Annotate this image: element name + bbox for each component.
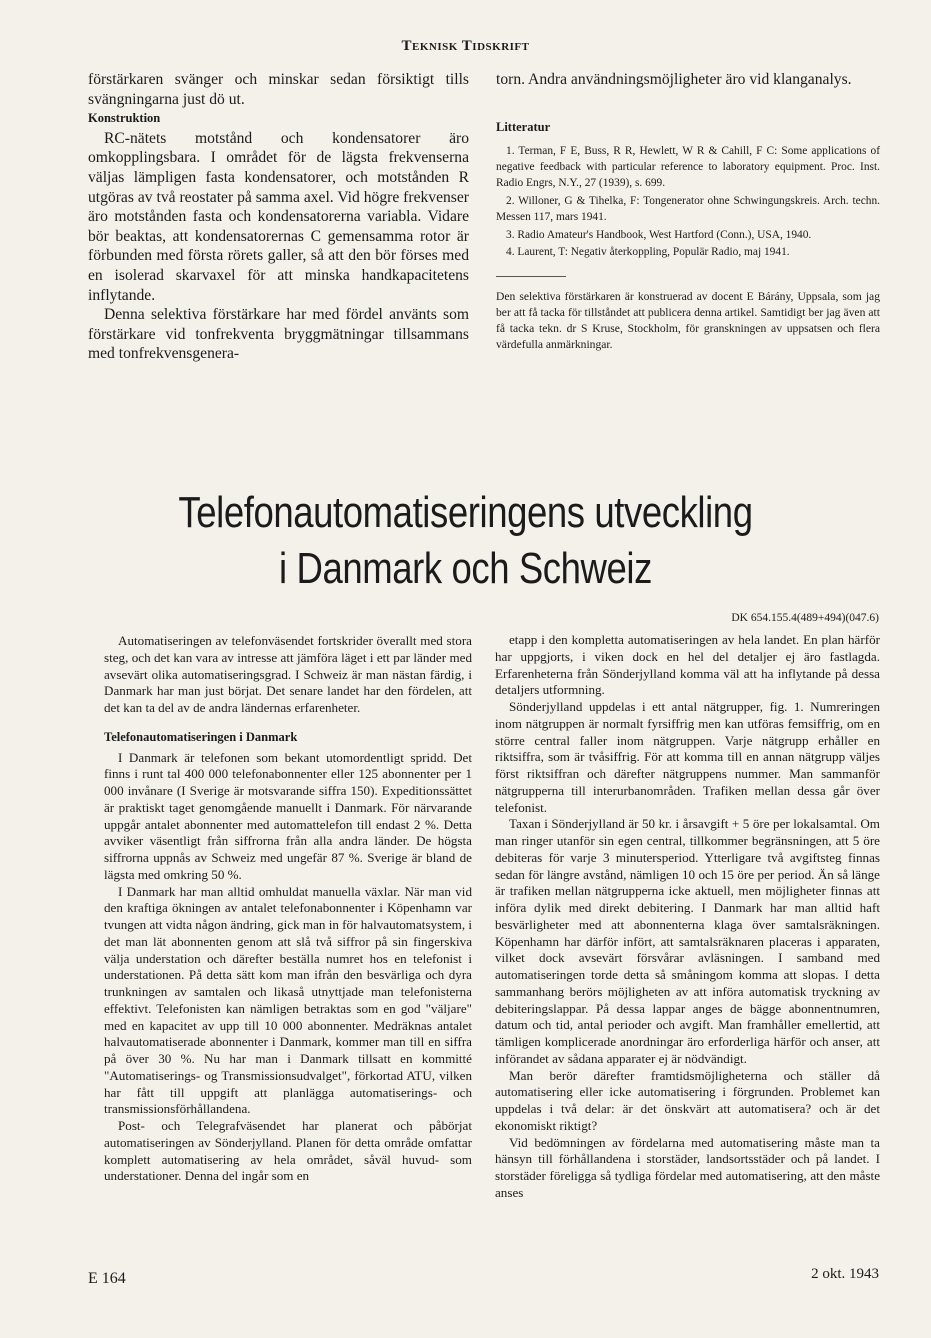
reference-item: 3. Radio Amateur's Handbook, West Hartford (Conn.), USA, 1940. <box>506 228 812 241</box>
construction-paragraph-2: Denna selektiva förstärkare har med fördel använts som förstärkare vid tonfrekventa bryggmätningar tillsammans med tonfrekvensgenera- <box>88 306 469 363</box>
journal-header-title: Teknisk Tidskrift <box>401 38 530 54</box>
body-paragraph: Man berör därefter framtidsmöjligheterna och ställer då automatisering eller icke automatisering i förgrunden. Problemet kan uppdelas i två delar: är det önskvärt att automatisera? och är det ekonomiskt riktigt? <box>495 1067 880 1133</box>
dk-classification: DK 654.155.4(489+494)(047.6) <box>731 612 879 624</box>
body-paragraph: Post- och Telegrafväsendet har planerat och påbörjat automatiseringen av Sönderjylland. Planen för detta område omfattar komplett automatisering av hela området, såväl huvud- som understationer. Denna del ingår som en <box>104 1118 472 1184</box>
continued-paragraph-right: torn. Andra användningsmöjligheter äro vid klanganalys. <box>496 71 852 88</box>
reference-list <box>496 143 880 261</box>
reference-item: 4. Laurent, T: Negativ återkoppling, Populär Radio, maj 1941. <box>506 246 790 259</box>
issue-date: 2 okt. 1943 <box>811 1266 879 1282</box>
body-paragraph: I Danmark är telefonen som bekant utomordentligt spridd. Det finns i runt tal 400 000 telefonabonnenter eller 125 abonnenter per 1 000 invånare (I Sverige är motsvarande siffra 150). Expeditionssättet är praktiskt taget genomgående manuellt i Danmark. För närvarande uppgår antalet abonnenter med automattelefon till endast 2 %. Detta avviker väsentligt från siffrorna från alla andra länder. De högsta siffrorna uppnås av Schweiz med ungefär 87 %. Sverige är bland de lägsta med omkring 50 %. <box>104 749 472 882</box>
top-left-column <box>88 70 469 364</box>
body-paragraph: Taxan i Sönderjylland är 50 kr. i årsavgift + 5 öre per lokalsamtal. Om man ringer utanför sin egen central, tillkommer begränsningen, att 5 öre debiteras för varje 3 minutersperiod. Ytterligare två avgiftsteg finnas sedan för längre avstånd, nämligen 10 och 15 öre per period. Än så länge är trafiken mellan nätgrupperna icke aktuell, men möjligheter finnas att införa dylik med direkt debitering. I Danmark har man alltid haft besvärligheter med att abonnenterna klaga över samtalsräkningen. Köpenhamn har därför infört, att samtalsräknaren placeras i apparaten, vilket dock avsevärt försvårar avläsningen. I samband med automatiseringen torde detta så småningom komma att slopas. I detta sammanhang berörs möjligheten av att införa automatisk tryckning av debiteringslappar. På dessa lappar anges de bägge abonnentnumren, datum och tid, antal perioder och avgift. Man framhåller emellertid, att tämligen komplicerade anordningar äro erforderliga härför och anser, att införandet av sådana apparater ej är nödvändigt. <box>495 816 880 1066</box>
body-paragraph: etapp i den kompletta automatiseringen av hela landet. En plan härför har uppgjorts, i viken dock en hel del detaljer ej äro fastlagda. Erfarenheterna från Sönderjylland komma väl att ha inflytande på dessa detaljers utformning. <box>495 632 880 698</box>
article-right-column <box>495 632 880 1202</box>
construction-paragraph-1: RC-nätets motstånd och kondensatorer äro omkopplingsbara. I området för de lägsta frekvenserna väljas lämpligen fasta kondensatorer, och motstånden R utgöras av två reostater på samma axel. Vid högre frekvenser äro motstånden fasta och kondensatorerna variabla. Vidare bör beaktas, att kondensatorernas C gemensamma rotor är förbunden med första rörets galler, så att den bör förses med en isolerad skarvaxel för att minska handkapacitetens inflytande. <box>88 129 469 304</box>
article-title <box>79 485 852 597</box>
body-paragraph: Sönderjylland uppdelas i ett antal nätgrupper, fig. 1. Numreringen inom nätgruppen är normalt fyrsiffrig men kan utföras femsiffrig, om en större central faller inom nätgruppen. Varje nätgrupp erhåller en riktsiffra, som är tvåsiffrig. För att komma till en annan nätgrupp väljes först riktsiffran och därefter nätgruppens nummer. Man sammanför nätgrupperna till interurbanområden. Trafiken mellan dessa går över telefonist. <box>495 699 880 815</box>
body-paragraph: Vid bedömningen av fördelarna med automatisering måste man ta hänsyn till förhållandena i storstäder, landsortsstäder och på landet. I storstäder föreligga så tydliga fördelar med automatisering, att den måste anses <box>495 1134 880 1200</box>
literature-heading: Litteratur <box>496 119 551 134</box>
denmark-heading: Telefonautomatiseringen i Danmark <box>104 729 298 744</box>
article-title-line-1: Telefonautomatiseringens utveckling <box>178 488 753 537</box>
section-divider <box>496 276 566 277</box>
article-title-line-2: i Danmark och Schweiz <box>279 544 652 593</box>
acknowledgement-text: Den selektiva förstärkaren är konstruerad av docent E Bárány, Uppsala, som jag ber att få tacka för tillståndet att publicera denna artikel. Samtidigt ber jag även att få tacka tekn. dr S Kruse, Stockholm, för granskningen av uppsatsen och flera värdefulla anmärkningar. <box>496 290 880 352</box>
page-number: E 164 <box>88 1270 126 1287</box>
top-right-column <box>496 70 880 353</box>
construction-heading: Konstruktion <box>88 111 161 126</box>
continued-paragraph: förstärkaren svänger och minskar sedan försiktigt tills svängningarna just dö ut. <box>88 71 469 108</box>
reference-item: 2. Willoner, G & Tihelka, F: Tongenerator ohne Schwingungskreis. Arch. techn. Messen 117, mars 1941. <box>496 194 880 224</box>
reference-item: 1. Terman, F E, Buss, R R, Hewlett, W R & Cahill, F C: Some applications of negative feedback with particular reference to laboratory equipment. Proc. Inst. Radio Engrs, N.Y., 27 (1939), s. 699. <box>496 144 880 190</box>
article-left-column <box>104 633 472 1185</box>
intro-paragraph: Automatiseringen av telefonväsendet fortskrider överallt med stora steg, och det kan vara av intresse att jämföra läget i ett par länder med avsevärt olika automatiseringsgrad. I Schweiz är man nästan färdig, i Danmark har man just börjat. Det senare landet har den fördelen, att det kan ta del av de andra ländernas erfarenheter. <box>104 633 472 715</box>
body-paragraph: I Danmark har man alltid omhuldat manuella växlar. När man vid den kraftiga ökningen av antalet telefonabonnenter i Köpenhamn var tvungen att vidta någon ändring, gick man in för halvautomatsystem, i det man lät abonnenten genom att slå två siffror på sin fingerskiva välja understation och därefter beställa numret hos en telefonist i understationen. På detta sätt kom man ifrån den besvärliga och dyra trunkningen av samtalen och likaså utnyttjade man telefonisterna effektivt. Telefonisten kan nämligen betraktas som en god "väljare" med en kapacitet av upp till 10 000 abonnenter. Medräknas antalet halvautomatiserade abonnenter i Danmark, kommer man till en siffra på över 30 %. Nu har man i Danmark tillsatt en kommitté "Automatiserings- og Transmissionsudvalget", förkortad ATU, vilken har fått till uppgift att planlägga automatiserings- och transmissionsförhållandena. <box>104 883 472 1117</box>
